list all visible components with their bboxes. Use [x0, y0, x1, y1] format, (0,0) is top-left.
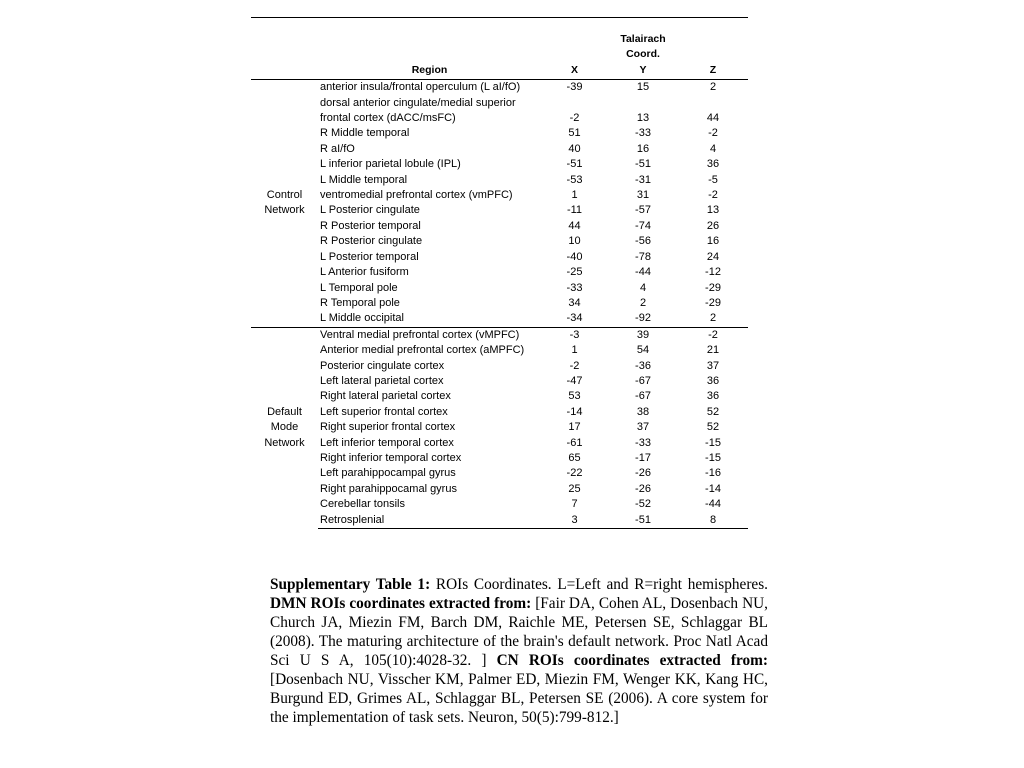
region-cell: ventromedial prefrontal cortex (vmPFC) [320, 189, 513, 202]
table-row [251, 96, 748, 127]
z-cell: -12 [705, 266, 721, 279]
x-cell: 40 [568, 142, 581, 155]
region-header-label: Region [411, 63, 448, 76]
z-header-cell [678, 18, 748, 80]
coord-header-line2: Coord. [626, 48, 660, 61]
table-caption [270, 575, 768, 727]
x-cell: -22 [566, 467, 583, 480]
table-header [251, 18, 748, 80]
region-cell: Cerebellar tonsils [320, 498, 405, 511]
z-cell: -16 [705, 467, 721, 480]
x-cell: 7 [571, 498, 578, 511]
table-row [251, 466, 748, 481]
region-cell: Left parahippocampal gyrus [320, 467, 456, 480]
y-cell: -92 [635, 312, 651, 325]
table-row [251, 296, 748, 311]
table-row [251, 405, 748, 420]
x-cell: -25 [566, 266, 583, 279]
x-cell: -51 [566, 158, 583, 171]
region-cell: Left inferior temporal cortex [320, 436, 454, 449]
z-cell: 52 [706, 421, 720, 434]
x-header [541, 18, 608, 80]
network-label-line: Control [266, 189, 303, 202]
y-cell: -17 [635, 451, 651, 464]
table-row [251, 451, 748, 466]
z-cell: 16 [706, 235, 720, 248]
caption-dmn-label: DMN ROIs coordinates extracted from: [270, 595, 532, 612]
x-cell: -53 [566, 173, 583, 186]
network-label [251, 327, 318, 528]
z-cell: -44 [705, 498, 721, 511]
table-row [251, 80, 748, 96]
region-cell: anterior insula/frontal operculum (L aI/fO) [318, 80, 541, 96]
x-cell: 1 [571, 344, 578, 357]
y-cell: 54 [636, 344, 650, 357]
z-cell: -2 [708, 127, 718, 140]
network-label [251, 80, 318, 328]
y-cell: 4 [639, 281, 647, 294]
roi-coordinates-table [251, 17, 748, 529]
region-cell: Left lateral parietal cortex [320, 374, 444, 387]
z-cell: -15 [705, 436, 721, 449]
z-cell: 36 [706, 374, 720, 387]
region-cell: L Middle occipital [320, 312, 404, 325]
x-cell: -61 [566, 436, 583, 449]
x-cell: -3 [541, 327, 608, 343]
x-cell: -39 [541, 80, 608, 96]
z-cell: 44 [706, 112, 720, 125]
x-cell: 3 [541, 513, 608, 529]
z-cell: 36 [706, 158, 720, 171]
region-cell: R Posterior cingulate [320, 235, 423, 248]
y-cell: -52 [635, 498, 651, 511]
table-row [251, 389, 748, 404]
x-cell: -34 [566, 312, 583, 325]
x-cell: 65 [568, 451, 581, 464]
default-mode-network-group [251, 327, 748, 528]
y-cell: 13 [636, 112, 650, 125]
region-cell: Ventral medial prefrontal cortex (vMPFC) [318, 327, 541, 343]
y-cell: -78 [635, 250, 651, 263]
y-cell: -51 [635, 158, 651, 171]
y-cell: -44 [635, 266, 651, 279]
y-cell: -36 [635, 359, 651, 372]
x-cell: 34 [568, 296, 581, 309]
x-cell: 53 [568, 390, 581, 403]
region-cell: Posterior cingulate cortex [320, 359, 445, 372]
table-row [251, 343, 748, 358]
z-cell: -29 [705, 281, 721, 294]
region-cell: Right superior frontal cortex [320, 421, 456, 434]
network-label-line: Network [264, 436, 305, 449]
coord-header-line1: Talairach [620, 33, 666, 45]
y-cell: -33 [635, 436, 651, 449]
x-cell: -2 [569, 112, 580, 125]
table-row [251, 327, 748, 343]
z-cell: -29 [705, 296, 721, 309]
x-cell: -14 [566, 405, 583, 418]
x-cell: -47 [566, 374, 583, 387]
table-row [251, 311, 748, 327]
region-cell: Right inferior temporal cortex [320, 451, 462, 464]
y-cell: 31 [636, 189, 650, 202]
y-cell: 15 [608, 80, 678, 96]
table-row [251, 234, 748, 249]
y-cell: -51 [608, 513, 678, 529]
z-cell: 21 [706, 344, 720, 357]
y-cell: 39 [608, 327, 678, 343]
x-cell: -40 [566, 250, 583, 263]
y-cell: -57 [635, 204, 651, 217]
table-row [251, 436, 748, 451]
z-cell: 52 [706, 405, 720, 418]
region-cell: Right parahippocamal gyrus [320, 482, 457, 495]
x-cell: -11 [566, 204, 583, 217]
region-cell: R aI/fO [320, 142, 355, 155]
region-cell: Left superior frontal cortex [320, 405, 448, 418]
caption-text-1: ROIs Coordinates. L=Left and R=right hemispheres. [430, 576, 768, 593]
region-cell: Anterior medial prefrontal cortex (aMPFC) [320, 344, 525, 357]
z-cell: 4 [709, 142, 717, 155]
table-row [251, 513, 748, 529]
z-cell: 24 [706, 250, 720, 263]
y-cell: -33 [635, 127, 651, 140]
x-cell: 1 [571, 189, 578, 202]
y-cell: -56 [635, 235, 651, 248]
region-cell: L Temporal pole [320, 281, 398, 294]
table-row [251, 359, 748, 374]
y-cell: -26 [635, 482, 651, 495]
table-row [251, 203, 748, 218]
caption-label: Supplementary Table 1: [270, 576, 431, 593]
region-cell: L Posterior temporal [320, 250, 419, 263]
y-cell: 38 [636, 405, 650, 418]
z-cell: 36 [706, 390, 720, 403]
network-header [251, 18, 318, 80]
region-cell: Retrosplenial [318, 513, 541, 529]
table-row [251, 142, 748, 157]
z-cell: 2 [709, 312, 717, 325]
table-row [251, 374, 748, 389]
network-label-line: Network [264, 204, 305, 217]
z-cell: 37 [706, 359, 720, 372]
region-cell: L Anterior fusiform [320, 266, 409, 279]
x-cell: 44 [568, 219, 581, 232]
network-label-line: Default [267, 406, 302, 418]
control-network-group [251, 80, 748, 328]
table-row [251, 482, 748, 497]
table-row [251, 497, 748, 512]
z-cell: 26 [706, 219, 720, 232]
z-cell: -2 [708, 189, 718, 202]
x-cell: 10 [568, 235, 581, 248]
z-cell: -14 [705, 482, 721, 495]
table-row [251, 157, 748, 172]
x-cell: 25 [568, 482, 581, 495]
table-row [251, 250, 748, 265]
coord-header [608, 18, 678, 80]
region-cell: L Middle temporal [320, 173, 408, 186]
region-cell: L inferior parietal lobule (IPL) [320, 158, 461, 171]
table-row [251, 420, 748, 435]
x-cell: 51 [568, 127, 581, 140]
region-cell: Right lateral parietal cortex [320, 390, 451, 403]
z-cell: -5 [708, 173, 718, 186]
y-cell: -26 [635, 467, 651, 480]
z-header-label: Z [709, 63, 717, 76]
region-cell: R Temporal pole [320, 296, 400, 309]
z-cell: -2 [678, 327, 748, 343]
z-cell: 13 [706, 204, 720, 217]
table-row [251, 281, 748, 296]
y-header: Y [639, 63, 647, 76]
table-row [251, 188, 748, 203]
y-cell: 37 [636, 421, 650, 434]
x-cell: -33 [566, 281, 583, 294]
region-cell: R Posterior temporal [320, 219, 421, 232]
network-label-line: Mode [270, 421, 299, 434]
region-cell: R Middle temporal [320, 127, 410, 140]
z-cell: 2 [678, 80, 748, 96]
table-row [251, 126, 748, 141]
y-cell: -74 [635, 219, 651, 232]
x-cell: -2 [569, 359, 580, 372]
caption-text-3: [Dosenbach NU, Visscher KM, Palmer ED, Miezin FM, Wenger KK, Kang HC, Burgund ED, Grimes AL, Schlaggar BL, Petersen SE (2006). A core system for the implementation of task sets. Neuron, 50(5):799-812.] [270, 671, 768, 726]
region-cell: dorsal anterior cingulate/medial superior frontal cortex (dACC/msFC) [320, 96, 516, 125]
table-row [251, 265, 748, 280]
x-cell: 17 [568, 421, 581, 434]
z-cell: 8 [678, 513, 748, 529]
table-row [251, 173, 748, 188]
x-header-label: X [570, 63, 578, 76]
y-cell: -67 [635, 374, 651, 387]
y-cell: -67 [635, 390, 651, 403]
y-cell: 2 [639, 296, 647, 309]
region-header [318, 18, 541, 80]
y-cell: 16 [636, 142, 650, 155]
z-cell: -15 [705, 451, 721, 464]
region-cell: L Posterior cingulate [320, 204, 420, 217]
y-cell: -31 [635, 173, 651, 186]
table-row [251, 219, 748, 234]
caption-text-2: [Fair DA, Cohen AL, Dosenbach NU, Church JA, Miezin FM, Barch DM, Raichle ME, Petersen SE, Schlaggar BL (2008). The maturing architecture of the brain's default network. Proc Natl Acad Sci U S A, 105(10):4028-32. ] [270, 595, 768, 669]
caption-cn-label: CN ROIs coordinates extracted from: [496, 652, 768, 669]
